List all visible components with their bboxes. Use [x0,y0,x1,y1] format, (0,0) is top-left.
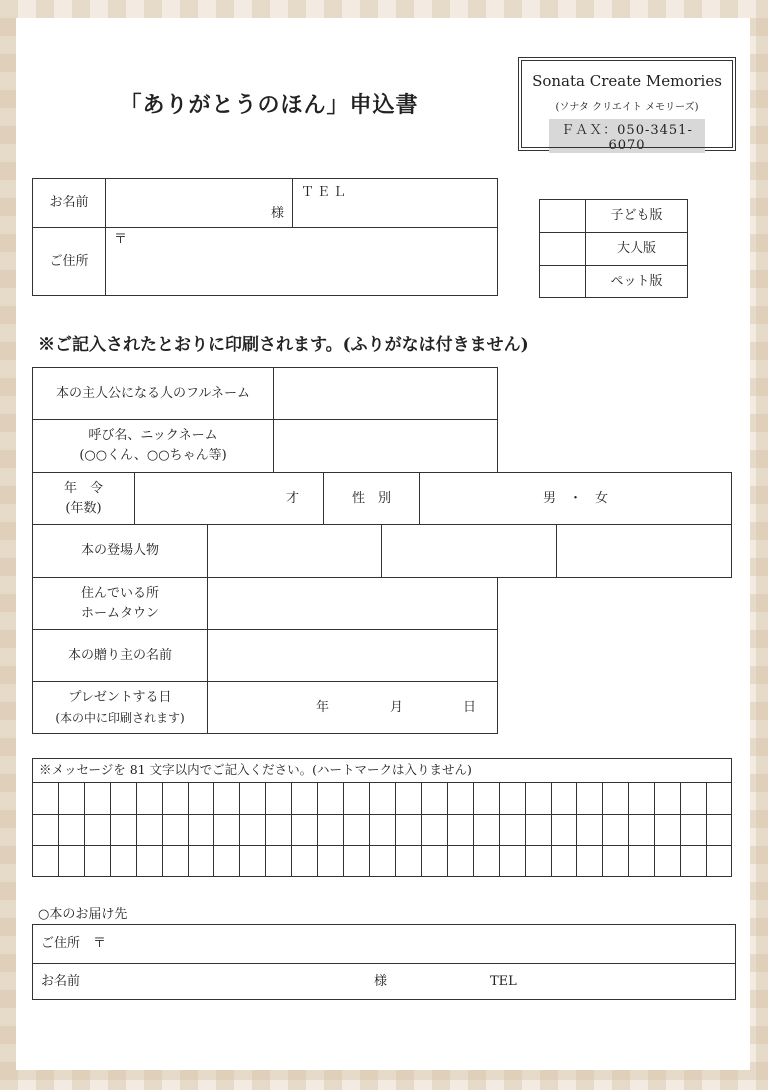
message-char-cell[interactable] [706,814,732,846]
message-char-cell[interactable] [239,782,265,814]
character-field-1[interactable] [207,524,382,578]
message-char-cell[interactable] [369,782,395,814]
age-label-line1: 年 令 [63,480,103,496]
delivery-address-field[interactable] [32,924,736,964]
applicant-tel-field[interactable] [292,178,498,228]
message-char-cell[interactable] [551,845,577,877]
message-char-cell[interactable] [628,814,654,846]
message-char-cell[interactable] [602,782,628,814]
applicant-address-field[interactable] [105,227,498,296]
delivery-heading: ○本のお届け先 [38,907,128,922]
message-char-cell[interactable] [473,782,499,814]
delivery-tel-label: TEL [490,974,517,989]
present-year-unit: 年 [316,700,330,715]
nickname-label [32,419,274,473]
edition-label-pet: ペット版 [585,265,688,298]
message-char-cell[interactable] [136,845,162,877]
message-char-cell[interactable] [110,782,136,814]
message-char-cell[interactable] [654,845,680,877]
message-char-cell[interactable] [628,845,654,877]
message-char-cell[interactable] [576,814,602,846]
delivery-address-label: ご住所 〒 [41,936,107,951]
nickname-label-line2: (○○くん、○○ちゃん等) [79,448,227,463]
message-char-cell[interactable] [291,845,317,877]
hometown-field[interactable] [207,577,498,630]
company-fax: ＦＡＸ：050-3451-6070 [549,119,705,153]
message-char-cell[interactable] [136,814,162,846]
hometown-label [32,577,208,630]
message-char-cell[interactable] [395,845,421,877]
age-label-line2: (年数) [65,500,102,516]
character-field-3[interactable] [556,524,732,578]
company-box [518,57,736,151]
message-char-cell[interactable] [447,845,473,877]
edition-label-adult: 大人版 [585,232,688,266]
characters-label: 本の登場人物 [32,524,208,578]
message-char-cell[interactable] [654,782,680,814]
message-char-cell[interactable] [525,845,551,877]
message-char-cell[interactable] [317,814,343,846]
message-char-cell[interactable] [551,782,577,814]
message-char-cell[interactable] [291,814,317,846]
message-char-cell[interactable] [58,845,84,877]
applicant-address-label: ご住所 [32,227,106,296]
message-char-cell[interactable] [84,814,110,846]
message-grid[interactable] [32,782,732,877]
nickname-field[interactable] [273,419,498,473]
message-char-cell[interactable] [343,782,369,814]
message-char-cell[interactable] [421,814,447,846]
message-char-cell[interactable] [162,782,188,814]
message-char-cell[interactable] [499,845,525,877]
giver-label: 本の贈り主の名前 [32,629,208,682]
message-char-cell[interactable] [110,814,136,846]
gender-options[interactable]: 男 ・ 女 [419,472,732,525]
message-char-cell[interactable] [291,782,317,814]
message-char-cell[interactable] [654,814,680,846]
present-date-label-line1: プレゼントする日 [68,689,172,705]
message-char-cell[interactable] [213,814,239,846]
present-date-label [32,681,208,734]
delivery-name-label: お名前 [41,974,81,989]
message-instruction-row [32,758,732,783]
message-char-cell[interactable] [58,782,84,814]
message-char-cell[interactable] [239,845,265,877]
character-field-2[interactable] [381,524,557,578]
message-char-cell[interactable] [32,814,58,846]
message-char-cell[interactable] [32,782,58,814]
message-char-cell[interactable] [32,845,58,877]
hometown-label-line2: ホームタウン [80,605,159,621]
edition-label-children: 子ども版 [585,199,688,233]
message-char-cell[interactable] [421,845,447,877]
message-char-cell[interactable] [628,782,654,814]
fullname-label: 本の主人公になる人のフルネーム [32,367,274,420]
message-char-cell[interactable] [213,845,239,877]
message-char-cell[interactable] [706,782,732,814]
message-char-cell[interactable] [343,814,369,846]
print-notice: ※ご記入されたとおりに印刷されます。(ふりがなは付きません) [38,335,529,355]
message-char-cell[interactable] [136,782,162,814]
giver-field[interactable] [207,629,498,682]
message-char-cell[interactable] [239,814,265,846]
message-char-cell[interactable] [188,814,214,846]
applicant-name-label: お名前 [32,178,106,228]
edition-checkbox-children[interactable] [539,199,586,233]
message-char-cell[interactable] [162,845,188,877]
message-char-cell[interactable] [317,782,343,814]
message-char-cell[interactable] [317,845,343,877]
company-name: Sonata Create Memories [532,72,722,90]
present-date-field[interactable] [207,681,498,734]
company-kana: (ソナタ クリエイト メモリーズ) [555,102,699,113]
message-char-cell[interactable] [499,814,525,846]
message-char-cell[interactable] [110,845,136,877]
message-char-cell[interactable] [680,782,706,814]
present-date-label-line2: (本の中に印刷されます) [55,710,185,725]
applicant-sama: 様 [270,206,284,221]
nickname-label-line1: 呼び名、ニックネーム [88,428,218,443]
present-month-unit: 月 [390,700,404,715]
applicant-postal-mark: 〒 [114,232,128,247]
message-char-cell[interactable] [706,845,732,877]
edition-checkbox-adult[interactable] [539,232,586,266]
gender-label: 性 別 [323,472,420,525]
age-label [32,472,135,525]
edition-checkbox-pet[interactable] [539,265,586,298]
message-char-cell[interactable] [576,782,602,814]
message-char-cell[interactable] [680,845,706,877]
message-char-cell[interactable] [447,814,473,846]
message-char-cell[interactable] [265,845,291,877]
message-char-cell[interactable] [525,782,551,814]
message-char-cell[interactable] [369,814,395,846]
applicant-tel-label: ＴＥＬ [301,185,350,200]
message-instruction: ※メッセージを 81 文字以内でご記入ください。(ハートマークは入りません) [39,762,472,777]
message-char-cell[interactable] [447,782,473,814]
message-char-cell[interactable] [84,845,110,877]
message-char-cell[interactable] [473,814,499,846]
message-char-cell[interactable] [680,814,706,846]
delivery-sama: 様 [374,974,388,989]
message-char-cell[interactable] [395,814,421,846]
message-char-cell[interactable] [551,814,577,846]
message-char-cell[interactable] [188,782,214,814]
message-char-cell[interactable] [421,782,447,814]
message-char-cell[interactable] [499,782,525,814]
message-char-cell[interactable] [395,782,421,814]
message-char-cell[interactable] [162,814,188,846]
message-char-cell[interactable] [602,845,628,877]
message-char-cell[interactable] [602,814,628,846]
form-title: 「ありがとうのほん」申込書 [119,92,419,118]
message-char-cell[interactable] [473,845,499,877]
present-day-unit: 日 [463,700,477,715]
age-unit: 才 [285,491,299,506]
message-char-cell[interactable] [58,814,84,846]
delivery-name-field[interactable] [32,963,736,1000]
message-char-cell[interactable] [265,782,291,814]
message-char-cell[interactable] [265,814,291,846]
message-char-cell[interactable] [576,845,602,877]
message-char-cell[interactable] [84,782,110,814]
hometown-label-line1: 住んでいる所 [80,585,159,601]
message-char-cell[interactable] [188,845,214,877]
message-char-cell[interactable] [213,782,239,814]
age-field[interactable] [134,472,324,525]
applicant-name-field[interactable] [105,178,293,228]
message-char-cell[interactable] [369,845,395,877]
message-char-cell[interactable] [343,845,369,877]
message-char-cell[interactable] [525,814,551,846]
fullname-field[interactable] [273,367,498,420]
